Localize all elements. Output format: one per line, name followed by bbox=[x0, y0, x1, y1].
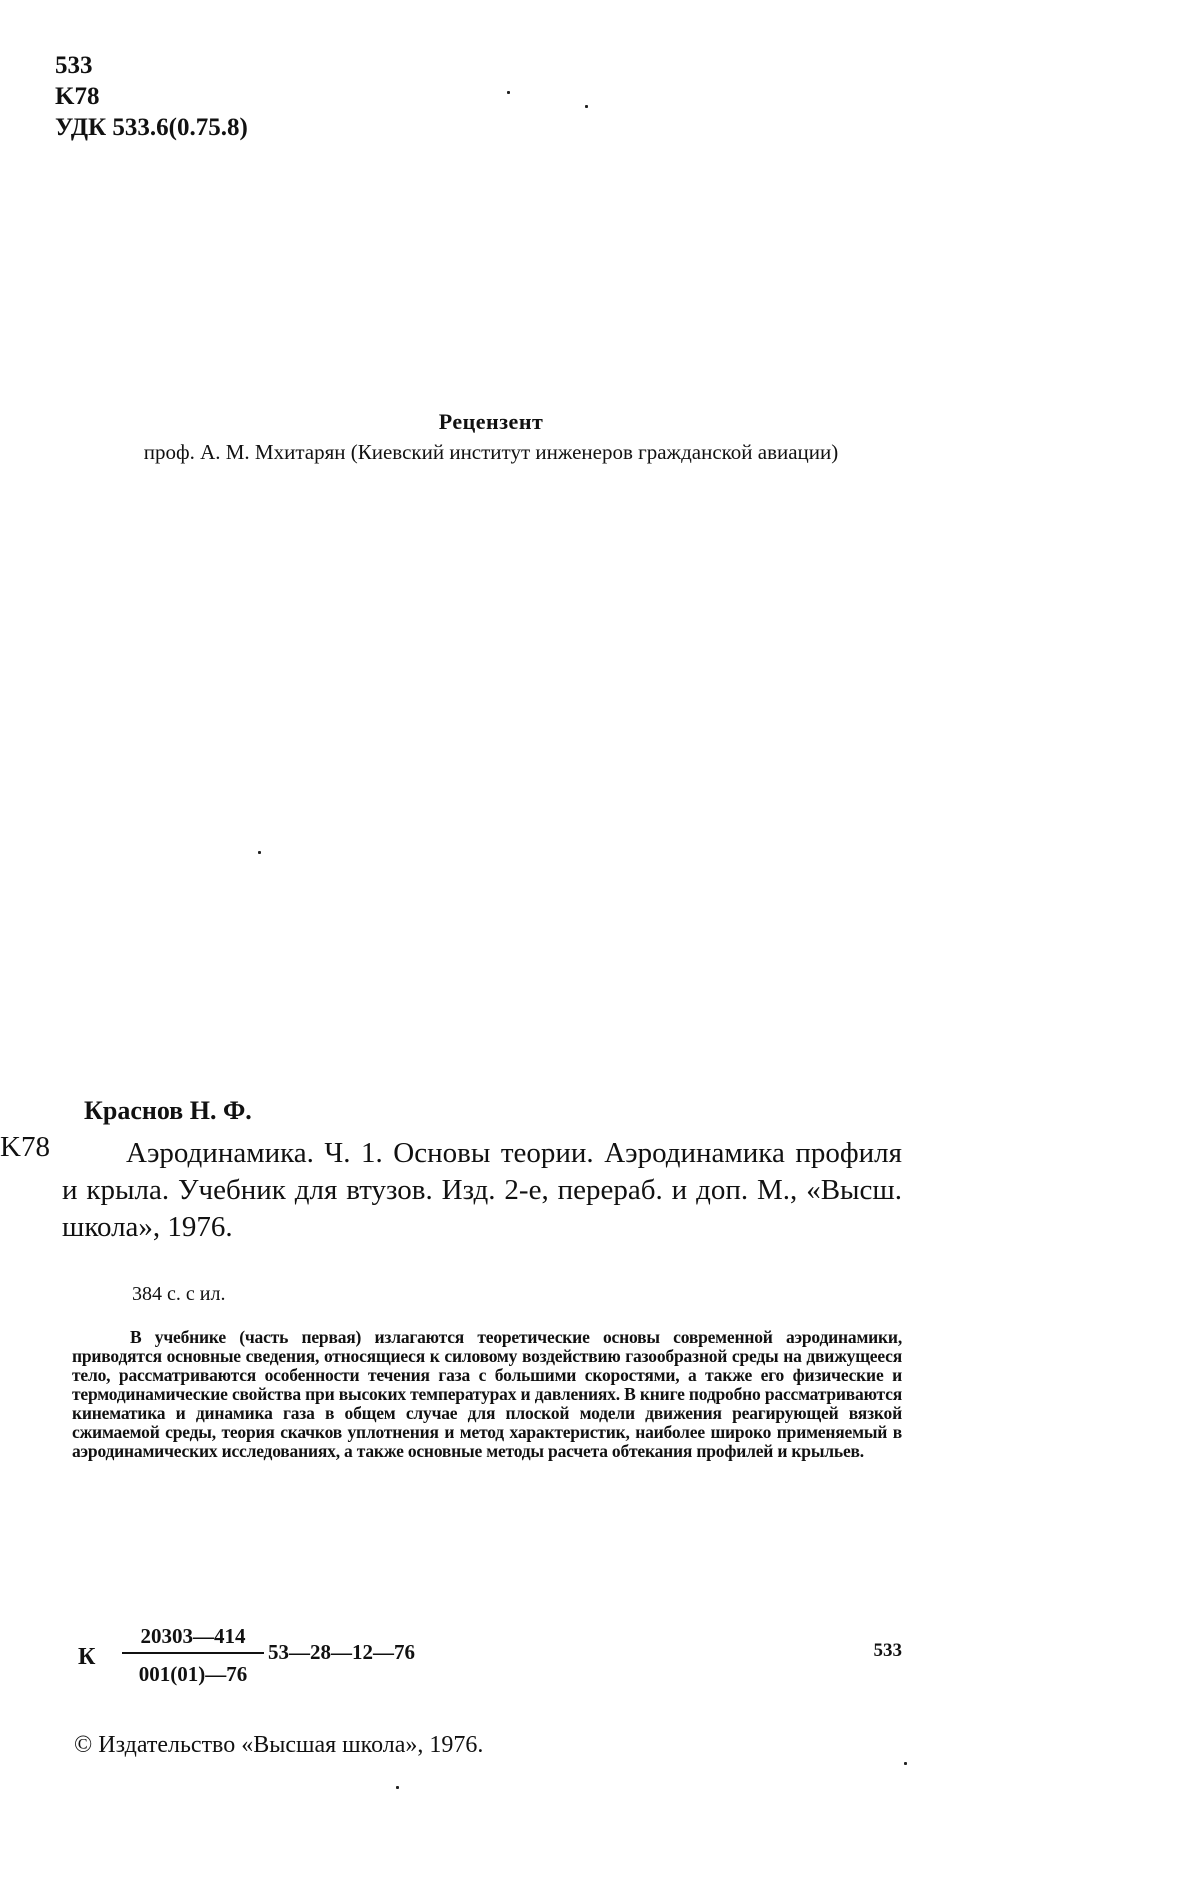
publication-index bbox=[78, 1620, 902, 1694]
index-fraction bbox=[122, 1620, 264, 1690]
scan-speck bbox=[904, 1762, 907, 1765]
reviewer-text: проф. А. М. Мхитарян (Киевский институт инженеров гражданской авиации) bbox=[143, 440, 839, 464]
card-pages: 384 с. с ил. bbox=[132, 1283, 226, 1305]
card-author: Краснов Н. Ф. bbox=[84, 1096, 252, 1125]
catalog-card-code: K78 bbox=[0, 1131, 50, 1163]
scan-speck bbox=[258, 851, 261, 854]
copyright-line: © Издательство «Высшая школа», 1976. bbox=[74, 1732, 484, 1758]
classification-block bbox=[55, 50, 248, 143]
index-udc: 533 bbox=[873, 1640, 902, 1661]
annotation-paragraph: В учебнике (часть первая) излагаются теоретические основы современной аэродинамики, приводятся основные сведения, относящиеся к силовому воздействию газообразной среды на движущееся тело, рассматриваются особенности течения газа с большими скоростями, а также его физические и термодинамические свойства при высоких температурах и давлениях. В книге подробно рассматриваются кинематика и динамика газа в общем случае для плоской модели движения реагирующей вязкой сжимаемой среды, теория скачков уплотнения и метод характеристик, наиболее широко применяемый в аэродинамических исследованиях, а также основные методы расчета обтекания профилей и крыльев. bbox=[72, 1327, 902, 1461]
udc-index: УДК 533.6(0.75.8) bbox=[55, 114, 248, 141]
scan-speck bbox=[396, 1786, 399, 1789]
index-letter: К bbox=[78, 1644, 96, 1670]
reviewer-block bbox=[80, 408, 902, 466]
scan-speck bbox=[507, 91, 510, 94]
author-code: K78 bbox=[55, 83, 100, 110]
index-code: 53—28—12—76 bbox=[268, 1640, 415, 1664]
bbk-index: 533 bbox=[55, 52, 93, 79]
card-description: Аэродинамика. Ч. 1. Основы теории. Аэродинамика профиля и крыла. Учебник для втузов. Изд. 2-е, перераб. и доп. М., «Высш. школа», 1976. bbox=[62, 1137, 902, 1243]
reviewer-title: Рецензент bbox=[438, 409, 544, 434]
scan-speck bbox=[585, 105, 588, 108]
catalog-card bbox=[62, 1092, 902, 1313]
index-denominator: 001(01)—76 bbox=[138, 1662, 248, 1686]
index-numerator: 20303—414 bbox=[122, 1620, 264, 1654]
